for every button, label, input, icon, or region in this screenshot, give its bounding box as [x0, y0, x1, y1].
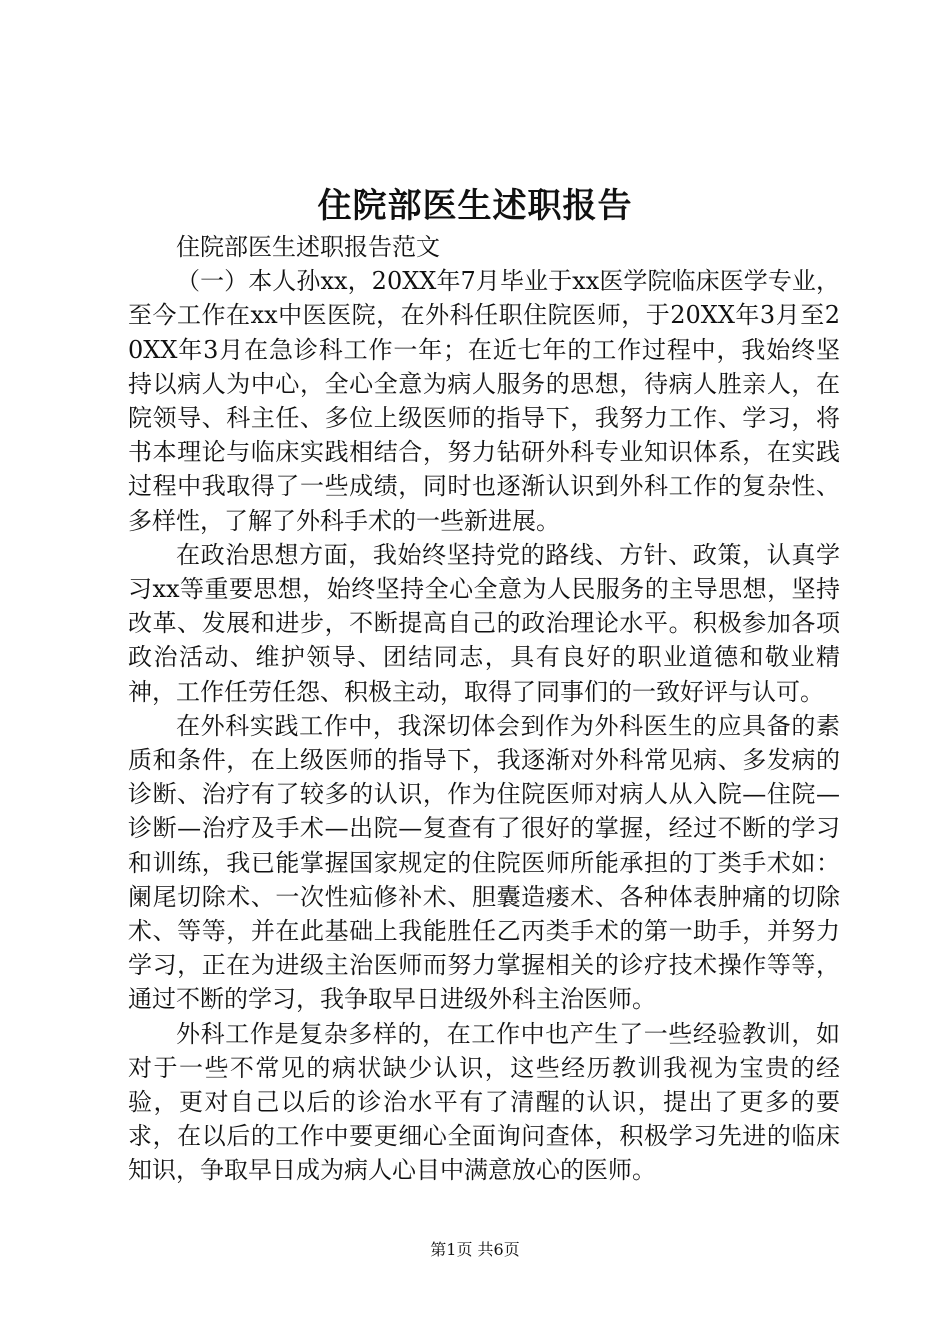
document-body — [128, 230, 840, 1188]
paragraph-subtitle: 住院部医生述职报告范文 — [176, 233, 440, 261]
paragraph-political-thought: 在政治思想方面，我始终坚持党的路线、方针、政策，认真学习xx等重要思想，始终坚持全心全意为人民服务的主导思想，坚持改革、发展和进步，不断提高自己的政治理论水平。积极参加各项政治活动、维护领导、团结同志，具有良好的职业道德和敬业精神，工作任劳任怨、积极主动，取得了同事们的一致好评与认可。 — [128, 540, 840, 706]
paragraph-surgical-practice: 在外科实践工作中，我深切体会到作为外科医生的应具备的素质和条件，在上级医师的指导下，我逐渐对外科常见病、多发病的诊断、治疗有了较多的认识，作为住院医师对病人从入院—住院—诊断—治疗及手术—出院—复查有了很好的掌握，经过不断的学习和训练，我已能掌握国家规定的住院医师所能承担的丁类手术如：阑尾切除术、一次性疝修补术、胆囊造瘘术、各种体表肿痛的切除术、等等，并在此基础上我能胜任乙丙类手术的第一助手，并努力学习，正在为进级主治医师而努力掌握相关的诊疗技术操作等等，通过不断的学习，我争取早日进级外科主治医师。 — [128, 711, 840, 1014]
paragraph-introduction: （一）本人孙xx，20XX年7月毕业于xx医学院临床医学专业，至今工作在xx中医医院，在外科任职住院医师，于20XX年3月至20XX年3月在急诊科工作一年；在近七年的工作过程中，我始终坚持以病人为中心，全心全意为病人服务的思想，待病人胜亲人，在院领导、科主任、多位上级医师的指导下，我努力工作、学习，将书本理论与临床实践相结合，努力钻研外科专业知识体系，在实践过程中我取得了一些成绩，同时也逐渐认识到外科工作的复杂性、多样性，了解了外科手术的一些新进展。 — [128, 267, 840, 535]
document-title: 住院部医生述职报告 — [317, 186, 633, 226]
page-number-footer: 第1页 共6页 — [430, 1240, 520, 1259]
paragraph-lessons-learned: 外科工作是复杂多样的，在工作中也产生了一些经验教训，如对于一些不常见的病状缺少认识，这些经历教训我视为宝贵的经验，更对自己以后的诊治水平有了清醒的认识，提出了更多的要求，在以后的工作中要更细心全面询问查体，积极学习先进的临床知识，争取早日成为病人心目中满意放心的医师。 — [128, 1019, 840, 1185]
